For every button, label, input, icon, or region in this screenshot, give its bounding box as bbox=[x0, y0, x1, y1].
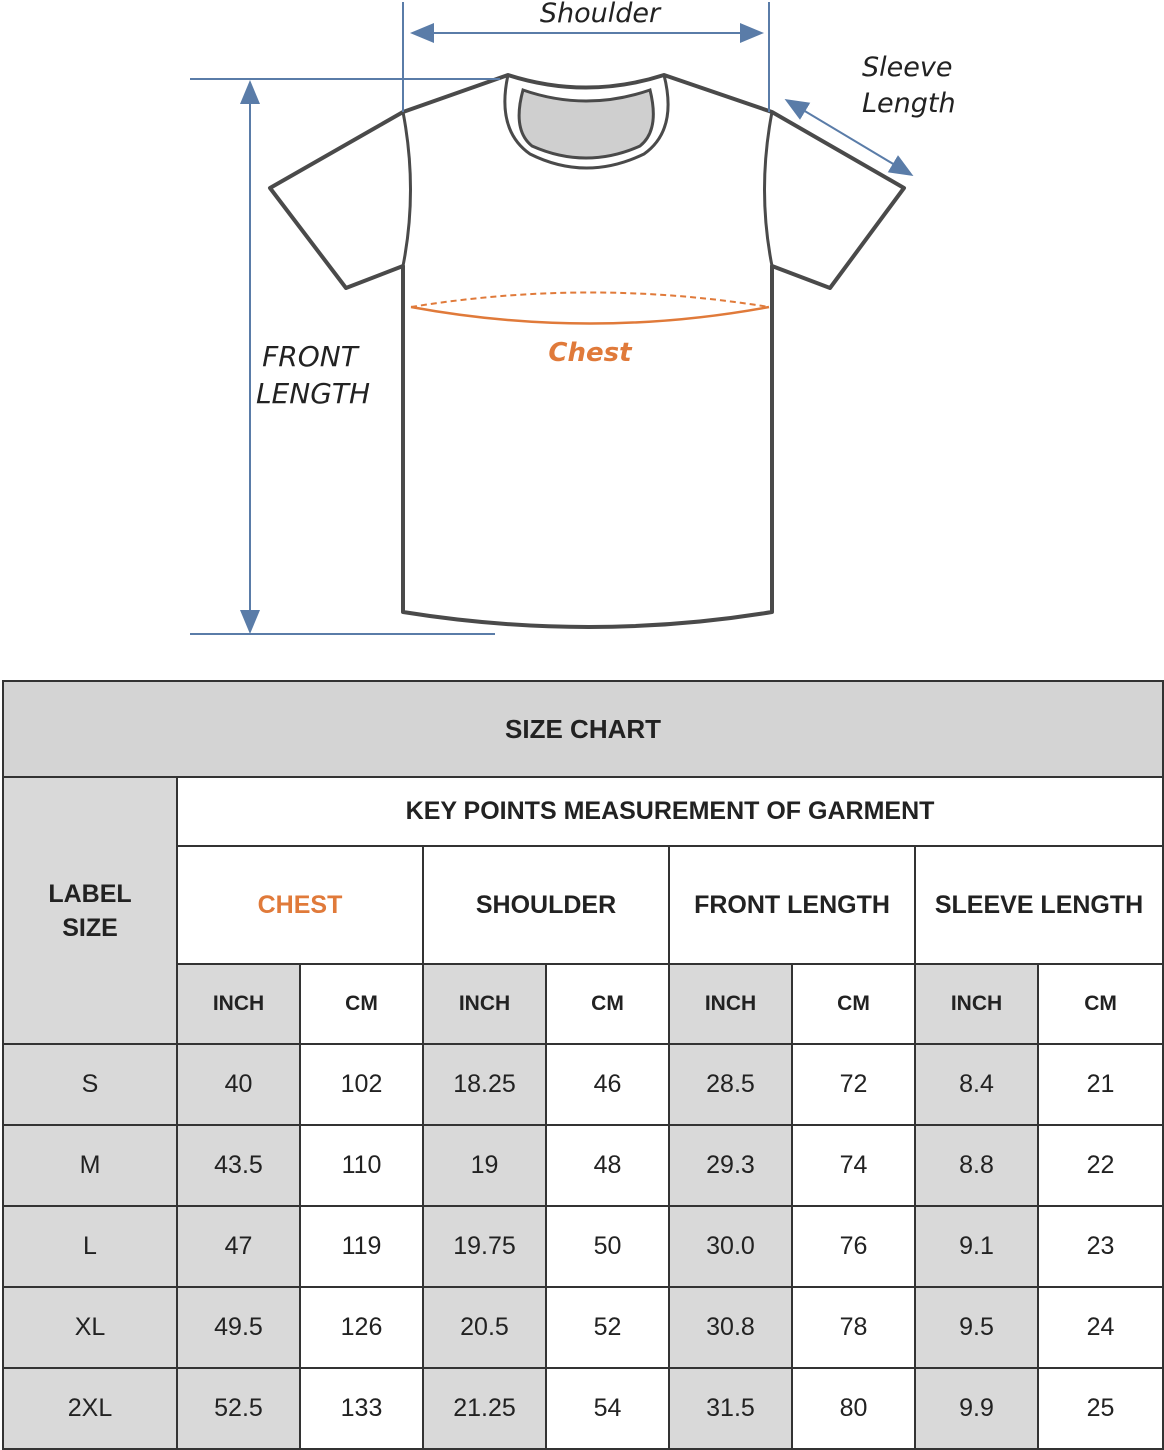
measurement-cell: 48 bbox=[546, 1125, 669, 1206]
unit-header: CM bbox=[792, 964, 915, 1044]
measurement-cell: 80 bbox=[792, 1368, 915, 1449]
front-length-label-line1: FRONT bbox=[262, 340, 358, 373]
measurement-cell: 76 bbox=[792, 1206, 915, 1287]
measurement-cell: 31.5 bbox=[669, 1368, 792, 1449]
label-size-line1: LABEL bbox=[48, 879, 132, 908]
size-label-cell: XL bbox=[3, 1287, 177, 1368]
size-chart-body bbox=[3, 681, 1163, 1449]
chest-label: Chest bbox=[548, 338, 632, 368]
measurement-cell: 52 bbox=[546, 1287, 669, 1368]
measurement-cell: 19 bbox=[423, 1125, 546, 1206]
size-label-cell: 2XL bbox=[3, 1368, 177, 1449]
measurement-cell: 72 bbox=[792, 1044, 915, 1125]
measurement-cell: 19.75 bbox=[423, 1206, 546, 1287]
unit-header: CM bbox=[300, 964, 423, 1044]
sleeve-length-label-line1: Sleeve bbox=[862, 52, 953, 83]
size-label-cell: L bbox=[3, 1206, 177, 1287]
unit-header: CM bbox=[1038, 964, 1163, 1044]
measurement-cell: 8.4 bbox=[915, 1044, 1038, 1125]
measurement-cell: 9.5 bbox=[915, 1287, 1038, 1368]
front-length-header: FRONT LENGTH bbox=[669, 846, 915, 964]
measurement-cell: 25 bbox=[1038, 1368, 1163, 1449]
measurement-cell: 49.5 bbox=[177, 1287, 300, 1368]
table-row bbox=[3, 1125, 1163, 1206]
measurement-cell: 23 bbox=[1038, 1206, 1163, 1287]
size-chart-title: SIZE CHART bbox=[3, 681, 1163, 777]
measurement-cell: 20.5 bbox=[423, 1287, 546, 1368]
measurement-cell: 119 bbox=[300, 1206, 423, 1287]
measurement-cell: 30.0 bbox=[669, 1206, 792, 1287]
measurement-cell: 47 bbox=[177, 1206, 300, 1287]
measurement-cell: 46 bbox=[546, 1044, 669, 1125]
measurement-cell: 52.5 bbox=[177, 1368, 300, 1449]
size-label-cell: S bbox=[3, 1044, 177, 1125]
unit-header: INCH bbox=[423, 964, 546, 1044]
measurement-cell: 133 bbox=[300, 1368, 423, 1449]
collar-inner bbox=[519, 90, 653, 158]
measurement-cell: 54 bbox=[546, 1368, 669, 1449]
tshirt-measurement-diagram bbox=[0, 0, 1164, 670]
measurement-cell: 22 bbox=[1038, 1125, 1163, 1206]
table-row bbox=[3, 1368, 1163, 1449]
label-size-header bbox=[3, 777, 177, 1044]
unit-header: INCH bbox=[177, 964, 300, 1044]
measurement-cell: 21.25 bbox=[423, 1368, 546, 1449]
measurement-header-row bbox=[3, 846, 1163, 964]
sleeve-length-label-line2: Length bbox=[862, 88, 956, 119]
measurement-cell: 18.25 bbox=[423, 1044, 546, 1125]
measurement-cell: 126 bbox=[300, 1287, 423, 1368]
measurement-cell: 9.1 bbox=[915, 1206, 1038, 1287]
key-points-row bbox=[3, 777, 1163, 846]
measurement-cell: 78 bbox=[792, 1287, 915, 1368]
measurement-cell: 28.5 bbox=[669, 1044, 792, 1125]
unit-header: CM bbox=[546, 964, 669, 1044]
unit-header: INCH bbox=[669, 964, 792, 1044]
measurement-cell: 74 bbox=[792, 1125, 915, 1206]
label-size-line2: SIZE bbox=[62, 913, 118, 942]
table-row bbox=[3, 1206, 1163, 1287]
shoulder-header: SHOULDER bbox=[423, 846, 669, 964]
measurement-cell: 40 bbox=[177, 1044, 300, 1125]
key-points-header: KEY POINTS MEASUREMENT OF GARMENT bbox=[177, 777, 1163, 846]
measurement-cell: 8.8 bbox=[915, 1125, 1038, 1206]
measurement-cell: 29.3 bbox=[669, 1125, 792, 1206]
measurement-cell: 110 bbox=[300, 1125, 423, 1206]
unit-header-row bbox=[3, 964, 1163, 1044]
unit-header: INCH bbox=[915, 964, 1038, 1044]
chest-header: CHEST bbox=[177, 846, 423, 964]
table-row bbox=[3, 1287, 1163, 1368]
measurement-cell: 30.8 bbox=[669, 1287, 792, 1368]
table-row bbox=[3, 1044, 1163, 1125]
measurement-cell: 102 bbox=[300, 1044, 423, 1125]
measurement-cell: 24 bbox=[1038, 1287, 1163, 1368]
size-chart-table bbox=[2, 680, 1164, 1450]
size-label-cell: M bbox=[3, 1125, 177, 1206]
shoulder-label: Shoulder bbox=[539, 0, 661, 29]
measurement-cell: 21 bbox=[1038, 1044, 1163, 1125]
measurement-cell: 43.5 bbox=[177, 1125, 300, 1206]
measurement-cell: 9.9 bbox=[915, 1368, 1038, 1449]
sleeve-length-header: SLEEVE LENGTH bbox=[915, 846, 1163, 964]
title-row bbox=[3, 681, 1163, 777]
measurement-cell: 50 bbox=[546, 1206, 669, 1287]
front-length-label-line2: LENGTH bbox=[255, 377, 371, 410]
